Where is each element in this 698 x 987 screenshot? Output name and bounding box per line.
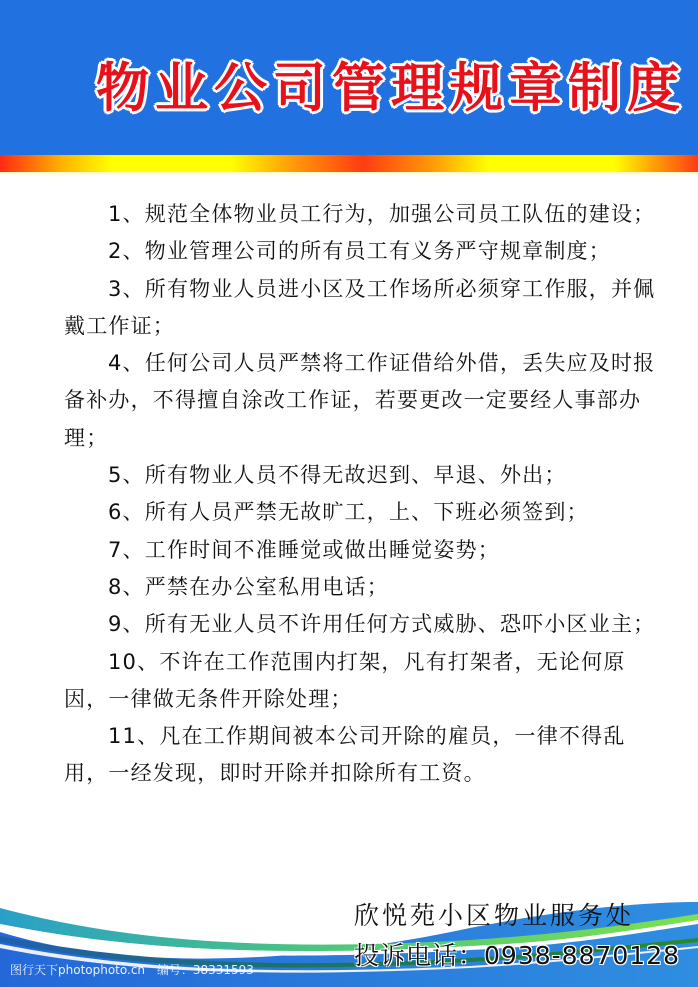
decorative-gradient-stripe [0, 155, 698, 172]
rule-item-9: 9、所有无业人员不许用任何方式威胁、恐吓小区业主； [108, 612, 656, 637]
rule-item-7: 7、工作时间不准睡觉或做出睡觉姿势； [108, 537, 500, 562]
rule-item-4: 4、任何公司人员严禁将工作证借给外借，丢失应及时报备补办，不得擅自涂改工作证，若要更改一定要经人事部办理； [64, 351, 656, 450]
rule-item-6: 6、所有人员严禁无故旷工，上、下班必须签到； [108, 500, 589, 525]
rule-item-10: 10、不许在工作范围内打架，凡有打架者，无论何原因，一律做无条件开除处理； [64, 649, 626, 711]
complaint-phone: 0938-8870128 [484, 941, 680, 970]
rule-item-11: 11、凡在工作期间被本公司开除的雇员，一律不得乱用，一经发现，即时开除并扣除所有工资。 [64, 724, 626, 786]
header-banner [0, 0, 698, 156]
rule-item-8: 8、严禁在办公室私用电话； [108, 574, 389, 599]
watermark-site: 图行天下photophoto.cn [10, 963, 146, 977]
rule-item-5: 5、所有物业人员不得无故迟到、早退、外出； [108, 463, 567, 488]
rule-item-3: 3、所有物业人员进小区及工作场所必须穿工作服，并佩戴工作证； [64, 276, 656, 338]
rule-item-2: 2、物业管理公司的所有员工有义务严守规章制度； [108, 239, 611, 264]
page-title: 物业公司管理规章制度 [96, 58, 686, 119]
complaint-hotline [354, 936, 680, 972]
watermark-id: 编号：38331593 [156, 963, 254, 977]
complaint-label: 投诉电话： [354, 941, 485, 970]
stripe-fade [0, 172, 698, 176]
rules-list [64, 196, 664, 793]
rule-item-1: 1、规范全体物业员工行为，加强公司员工队伍的建设； [108, 202, 656, 226]
watermark [10, 961, 262, 978]
org-name: 欣悦苑小区物业服务处 [354, 901, 635, 930]
